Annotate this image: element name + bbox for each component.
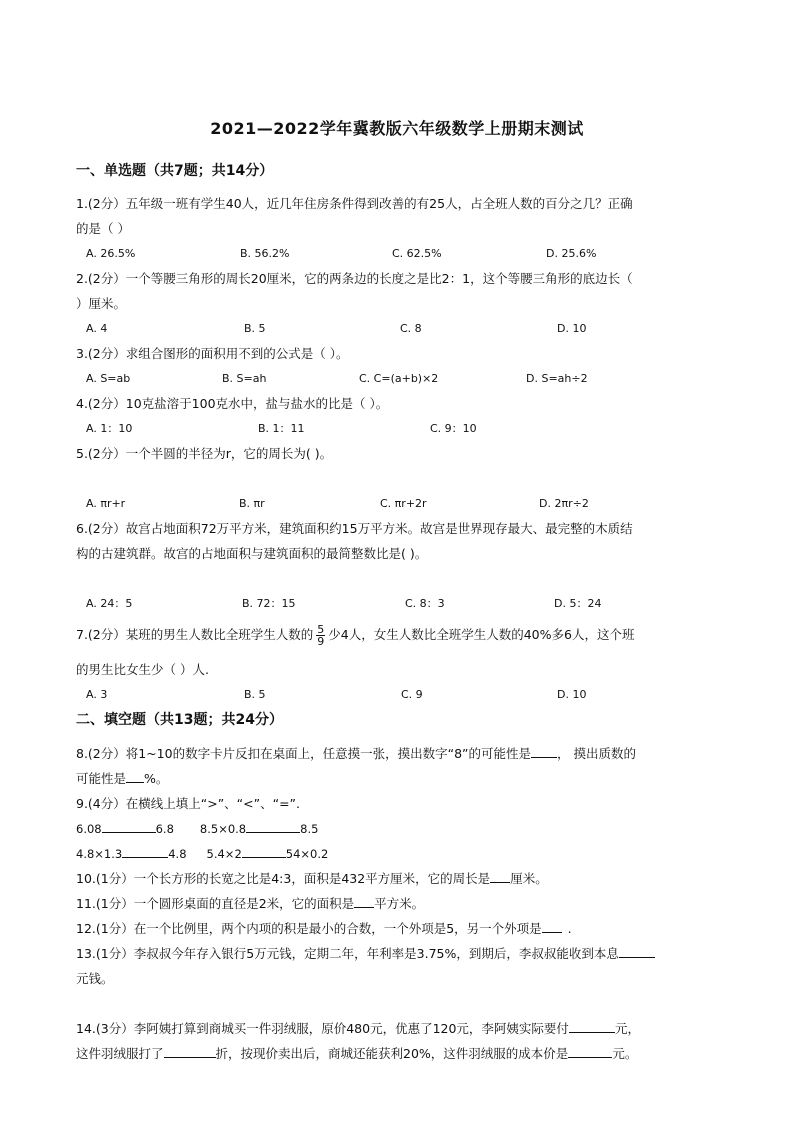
q3-choice-d[interactable]: D. S=ah÷2 xyxy=(526,372,588,385)
answer-blank[interactable] xyxy=(102,821,156,833)
question-7-text-before: 7.(2分）某班的男生人数比全班学生人数的 xyxy=(76,627,314,642)
q3-choice-a[interactable]: A. S=ab xyxy=(86,372,131,385)
question-11-text xyxy=(76,896,424,911)
q6-choice-a[interactable]: A. 24：5 xyxy=(86,597,133,610)
question-11-before: 11.(1分）一个圆形桌面的直径是2米，它的面积是 xyxy=(76,896,355,911)
question-8-text-before: 8.(2分）将1~10的数字卡片反扣在桌面上，任意摸一张，摸出数字“8”的可能性是 xyxy=(76,746,531,761)
question-13-text-cont: 元钱。 xyxy=(76,971,114,986)
section-heading-fill-in: 二、填空题（共13题；共24分） xyxy=(76,712,283,728)
q2-choice-c[interactable]: C. 8 xyxy=(400,322,422,335)
q5-choice-b[interactable]: B. πr xyxy=(239,497,265,510)
question-2-text: 2.(2分）一个等腰三角形的周长20厘米，它的两条边的长度之是比2：1，这个等腰三角形的底边长（ xyxy=(76,271,633,286)
question-4-text: 4.(2分）10克盐溶于100克水中，盐与盐水的比是（ ）。 xyxy=(76,396,389,411)
section-heading-single-choice: 一、单选题（共7题；共14分） xyxy=(76,163,274,179)
answer-blank[interactable] xyxy=(569,1021,615,1033)
compare-item: 6.08 xyxy=(76,822,102,836)
q5-choice-d[interactable]: D. 2πr÷2 xyxy=(539,497,589,510)
answer-blank[interactable] xyxy=(126,771,144,783)
question-10-text xyxy=(76,871,548,886)
question-14-after: 元， xyxy=(614,1021,640,1036)
question-8-text-line2-after: %。 xyxy=(144,771,169,786)
q6-choice-d[interactable]: D. 5：24 xyxy=(554,597,602,610)
compare-item: 6.8 xyxy=(155,822,174,836)
question-7-text-after: 少4人，女生人数比全班学生人数的40%多6人，这个班 xyxy=(328,627,635,642)
q5-choice-c[interactable]: C. πr+2r xyxy=(380,497,427,510)
question-14-line2-a: 这件羽绒服打了 xyxy=(76,1046,164,1061)
question-1-text: 1.(2分）五年级一班有学生40人，近几年住房条件得到改善的有25人，占全班人数的百分之几？正确 xyxy=(76,196,633,211)
answer-blank[interactable] xyxy=(354,896,374,908)
question-13-before: 13.(1分）李叔叔今年存入银行5万元钱，定期二年，年利率是3.75%，到期后，李叔叔能收到本息 xyxy=(76,946,619,961)
question-14-text xyxy=(76,1021,640,1036)
q3-choice-b[interactable]: B. S=ah xyxy=(222,372,267,385)
fraction-five-ninths xyxy=(316,624,325,647)
question-9-row-2 xyxy=(76,846,328,862)
answer-blank[interactable] xyxy=(242,846,286,858)
q4-choice-b[interactable]: B. 1：11 xyxy=(258,422,305,435)
answer-blank[interactable] xyxy=(568,1046,612,1058)
question-7-text xyxy=(76,624,634,647)
q1-choice-d[interactable]: D. 25.6% xyxy=(546,247,597,260)
question-14-text-cont xyxy=(76,1046,637,1061)
answer-blank[interactable] xyxy=(619,946,655,958)
q1-choice-b[interactable]: B. 56.2% xyxy=(240,247,290,260)
q3-choice-c[interactable]: C. C=(a+b)×2 xyxy=(359,372,439,385)
question-2-text-cont: ）厘米。 xyxy=(76,296,127,311)
question-5-text: 5.(2分）一个半圆的半径为r，它的周长为( )。 xyxy=(76,446,333,461)
q1-choice-a[interactable]: A. 26.5% xyxy=(86,247,136,260)
exam-title: 2021—2022学年冀教版六年级数学上册期末测试 xyxy=(210,119,584,138)
question-9-row-1 xyxy=(76,821,318,837)
question-14-line2-c: 元。 xyxy=(612,1046,638,1061)
question-8-text-line2-before: 可能性是 xyxy=(76,771,127,786)
question-7-text-cont: 的男生比女生少（ ）人. xyxy=(76,662,209,677)
question-10-before: 10.(1分）一个长方形的长宽之比是4:3，面积是432平方厘米，它的周长是 xyxy=(76,871,491,886)
q2-choice-d[interactable]: D. 10 xyxy=(557,322,587,335)
question-6-text: 6.(2分）故宫占地面积72万平方米，建筑面积约15万平方米。故宫是世界现存最大、最完整的木质结 xyxy=(76,521,633,536)
compare-item: 54×0.2 xyxy=(285,847,329,861)
q4-choice-a[interactable]: A. 1：10 xyxy=(86,422,133,435)
compare-item: 5.4×2 xyxy=(206,847,242,861)
question-8-text-after: ， 摸出质数的 xyxy=(557,746,636,761)
question-1-text-cont: 的是（ ） xyxy=(76,221,130,236)
q2-choice-b[interactable]: B. 5 xyxy=(244,322,266,335)
fraction-denominator: 9 xyxy=(317,635,325,648)
compare-item: 4.8 xyxy=(168,847,187,861)
question-12-after: . xyxy=(567,921,572,936)
q5-choice-a[interactable]: A. πr+r xyxy=(86,497,126,510)
q1-choice-c[interactable]: C. 62.5% xyxy=(392,247,442,260)
q2-choice-a[interactable]: A. 4 xyxy=(86,322,108,335)
q7-choice-b[interactable]: B. 5 xyxy=(244,688,266,701)
question-3-text: 3.(2分）求组合图形的面积用不到的公式是（ ）。 xyxy=(76,346,349,361)
answer-blank[interactable] xyxy=(542,921,562,933)
question-13-text xyxy=(76,946,655,961)
q7-choice-c[interactable]: C. 9 xyxy=(401,688,423,701)
question-6-text-cont: 构的古建筑群。故宫的占地面积与建筑面积的最简整数比是( )。 xyxy=(76,546,428,561)
question-10-after: 厘米。 xyxy=(510,871,548,886)
answer-blank[interactable] xyxy=(122,846,168,858)
question-8-text xyxy=(76,746,636,761)
answer-blank[interactable] xyxy=(164,1046,216,1058)
answer-blank[interactable] xyxy=(246,821,300,833)
question-11-after: 平方米。 xyxy=(374,896,425,911)
question-9-text: 9.(4分）在横线上填上“>”、“<”、“=”. xyxy=(76,796,301,811)
q4-choice-c[interactable]: C. 9：10 xyxy=(430,422,477,435)
q7-choice-a[interactable]: A. 3 xyxy=(86,688,108,701)
compare-item: 8.5 xyxy=(300,822,319,836)
question-12-before: 12.(1分）在一个比例里，两个内项的积是最小的合数，一个外项是5，另一个外项是 xyxy=(76,921,542,936)
q6-choice-c[interactable]: C. 8：3 xyxy=(405,597,445,610)
answer-blank[interactable] xyxy=(490,871,510,883)
fraction-numerator: 5 xyxy=(317,623,325,636)
answer-blank[interactable] xyxy=(531,746,557,758)
q6-choice-b[interactable]: B. 72：15 xyxy=(242,597,296,610)
question-14-line2-b: 折，按现价卖出后，商城还能获利20%，这件羽绒服的成本价是 xyxy=(215,1046,569,1061)
compare-item: 8.5×0.8 xyxy=(199,822,247,836)
question-12-text xyxy=(76,921,572,936)
compare-item: 4.8×1.3 xyxy=(76,847,123,861)
question-8-text-cont xyxy=(76,771,168,786)
question-14-before: 14.(3分）李阿姨打算到商城买一件羽绒服，原价480元，优惠了120元，李阿姨实际要付 xyxy=(76,1021,569,1036)
q7-choice-d[interactable]: D. 10 xyxy=(557,688,587,701)
